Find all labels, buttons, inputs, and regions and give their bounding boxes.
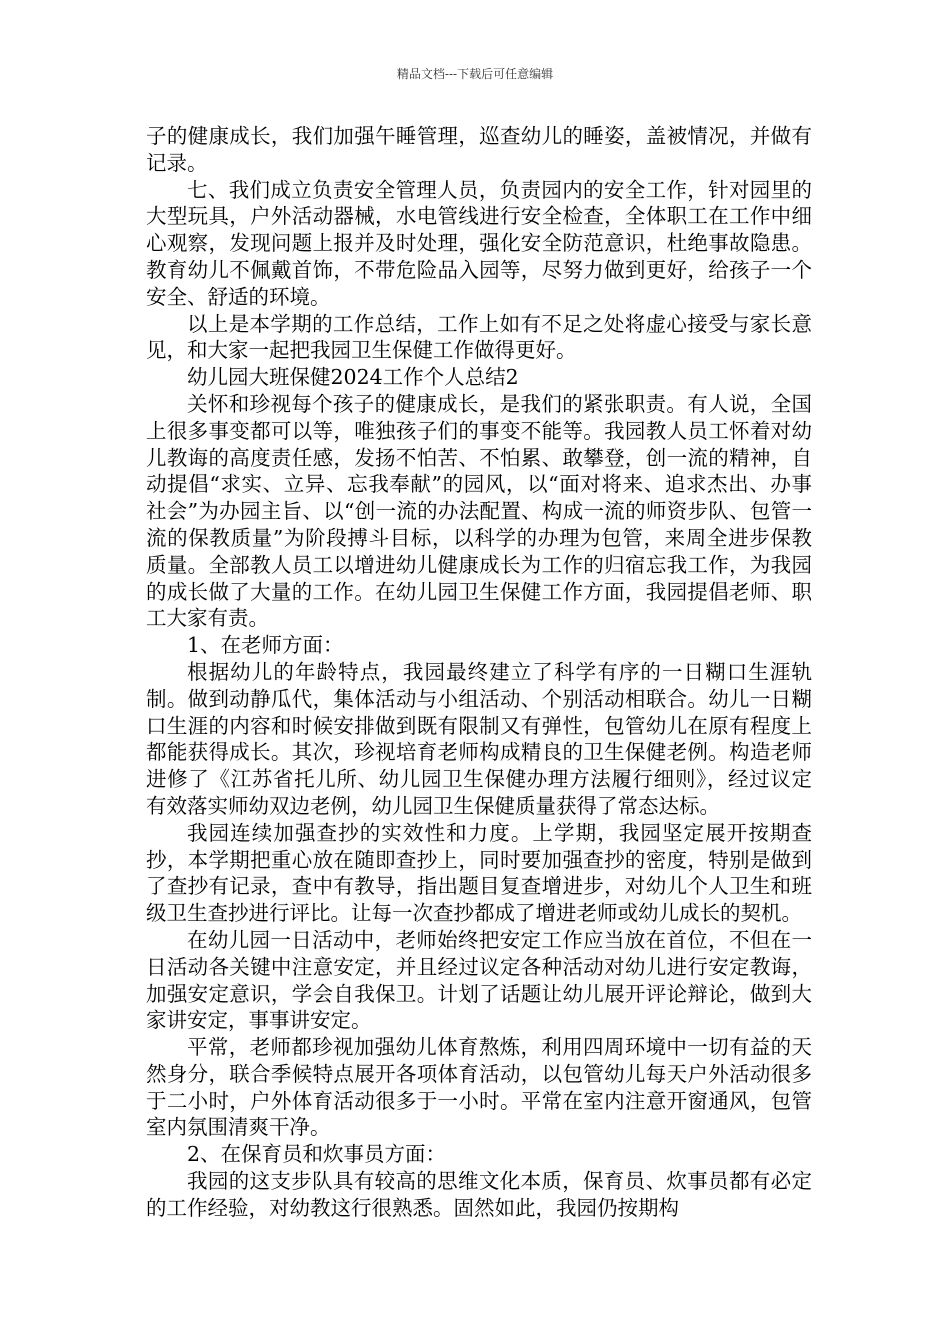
paragraph: 以上是本学期的工作总结，工作上如有不足之处将虚心接受与家长意见，和大家一起把我园卫生保健工作做得更好。 — [146, 311, 812, 363]
paragraph: 关怀和珍视每个孩子的健康成长，是我们的紧张职责。有人说，全国上很多事变都可以等，唯独孩子们的事变不能等。我园教人员工怀着对幼儿教诲的高度责任感，发扬不怕苦、不怕累、敢攀登，创一流的精神，自动提倡“求实、立异、忘我奉献”的园风，以“面对将来、追求杰出、办事社会”为办园主旨、以“创一流的办法配置、构成一流的师资步队、包管一流的保教质量”为阶段搏斗目标，以科学的办理为包管，来周全进步保教质量。全部教人员工以增进幼儿健康成长为工作的归宿忘我工作，为我园的成长做了大量的工作。在幼儿园卫生保健工作方面，我园提倡老师、职工大家有责。 — [146, 391, 812, 631]
paragraph: 1、在老师方面： — [187, 633, 344, 658]
paragraph: 子的健康成长，我们加强午睡管理，巡查幼儿的睡姿，盖被情况，并做有记录。 — [146, 124, 812, 175]
paragraph: 幼儿园大班保健2024工作个人总结2 — [187, 365, 519, 390]
paragraph: 七、我们成立负责安全管理人员，负责园内的安全工作，针对园里的大型玩具，户外活动器械，水电管线进行安全检查，全体职工在工作中细心观察，发现问题上报并及时处理，强化安全防范意识，杜绝事故隐患。教育幼儿不佩戴首饰，不带危险品入园等，尽努力做到更好，给孩子一个安全、舒适的环境。 — [146, 177, 812, 309]
paragraph: 在幼儿园一日活动中，老师始终把安定工作应当放在首位，不但在一日活动各关键中注意安定，并且经过议定各种活动对幼儿进行安定教诲，加强安定意识，学会自我保卫。计划了话题让幼儿展开评论辩论，做到大家讲安定，事事讲安定。 — [146, 927, 812, 1033]
paragraph: 2、在保育员和炊事员方面： — [187, 1142, 447, 1167]
paragraph: 根据幼儿的年龄特点，我园最终建立了科学有序的一日糊口生涯轨制。做到动静瓜代，集体活动与小组活动、个别活动相联合。幼儿一日糊口生涯的内容和时候安排做到既有限制又有弹性，包管幼儿在原有程度上都能获得成长。其次，珍视培育老师构成精良的卫生保健老例。构造老师进修了《江苏省托儿所、幼儿园卫生保健办理方法履行细则》，经过议定有效落实师幼双边老例，幼儿园卫生保健质量获得了常态达标。 — [146, 659, 812, 818]
page-header: 精品文档---下载后可任意编辑 — [396, 67, 554, 81]
document-body — [146, 123, 812, 1222]
paragraph: 平常，老师都珍视加强幼儿体育熬炼，利用四周环境中一切有益的天然身分，联合季候特点展开各项体育活动，以包管幼儿每天户外活动很多于二小时，户外体育活动很多于一小时。平常在室内注意开窗通风，包管室内氛围清爽干净。 — [146, 1035, 812, 1140]
paragraph: 我园连续加强查抄的实效性和力度。上学期，我园坚定展开按期查抄，本学期把重心放在随即查抄上，同时要加强查抄的密度，特别是做到了查抄有记录，查中有教导，指出题目复查增进步，对幼儿个人卫生和班级卫生查抄进行评比。让每一次查抄都成了增进老师或幼儿成长的契机。 — [146, 820, 812, 926]
paragraph: 我园的这支步队具有较高的思维文化本质，保育员、炊事员都有必定的工作经验，对幼教这行很熟悉。固然如此，我园仍按期构 — [146, 1169, 812, 1220]
